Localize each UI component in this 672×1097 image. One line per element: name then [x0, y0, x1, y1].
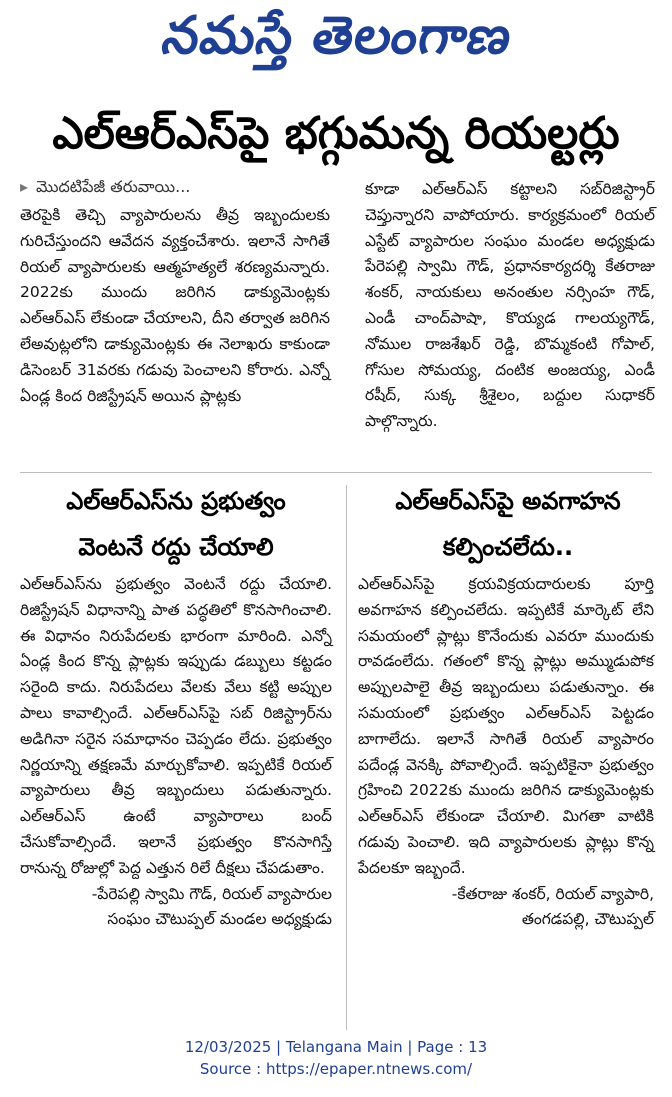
quote-heading-right	[358, 478, 658, 570]
section-divider-horizontal	[20, 472, 652, 473]
article-paragraph-left: తెరపైకి తెచ్చి వ్యాపారులను తీవ్ర ఇబ్బందులకు గురిచేస్తుందని ఆవేదన వ్యక్తంచేశారు. ఇలానే సాగితే రియల్‌ వ్యాపారులకు ఆత్మహత్యలే శరణ్యమన్నారు. 2022కు ముందు జరిగిన డాక్యుమెంట్లకు ఎల్‌ఆర్‌ఎస్‌ లేకుండా చేయాలని, దీని తర్వాత జరిగిన లేఅవుట్లలోని డాక్యుమెంట్లకు ఈ నెలాఖరు కాకుండా డిసెంబర్‌ 31వరకు గడువు పెంచాలని కోరారు. ఎన్నో ఏండ్ల కింద రిజిస్ట్రేషన్‌ అయిన ప్లాట్లకు	[20, 206, 330, 405]
quote-signature-left-line1: -పేరెపల్లి స్వామి గౌడ్‌, రియల్‌ వ్యాపారుల	[91, 884, 332, 903]
quote-heading-left-line2: వెంటనే రద్దు చేయాలి	[78, 533, 274, 561]
continued-text: మొదటిపేజీ తరువాయి...	[36, 177, 191, 196]
page-footer	[0, 1036, 672, 1080]
quote-text-left: ఎల్‌ఆర్‌ఎస్‌ను ప్రభుత్వం వెంటనే రద్దు చేయాలి. రిజిస్ట్రేషన్‌ విధానాన్ని పాత పద్ధతిలో కొనసాగించాలి. ఈ విధానం నిరుపేదలకు భారంగా మారింది. ఎన్నో ఏండ్ల కింద కొన్న ప్లాట్లకు ఇప్పుడు డబ్బులు కట్టడం సరైంది కాదు. నిరుపేదలు వేలకు వేలు కట్టి అప్పుల పాలు కావాల్సిందే. ఎల్‌ఆర్‌ఎస్‌పై సబ్‌ రిజిస్ట్రార్‌ను అడిగినా సరైన సమాధానం చెప్పడం లేదు. ప్రభుత్వం నిర్ణయాన్ని తక్షణమే మార్చుకోవాలి. ఇప్పటికే రియల్‌ వ్యాపారులు తీవ్ర ఇబ్బందులు పడుతున్నారు. ఎల్‌ఆర్‌ఎస్‌ ఉంటే వ్యాపారాలు బంద్‌ చేసుకోవాల్సిందే. ఇలానే ప్రభుత్వం కొనసాగిస్తే రానున్న రోజుల్లో పెద్ద ఎత్తున రిలే దీక్షలు చేపడుతాం.	[20, 575, 332, 877]
quote-body-right	[358, 572, 654, 933]
article-column-right	[365, 177, 655, 435]
quote-signature-right-line2: తంగడపల్లి, చౌటుప్పల్‌	[521, 910, 654, 929]
masthead-title: నమస్తే తెలంగాణ	[157, 6, 517, 66]
quote-body-left	[20, 572, 332, 933]
quote-signature-right-line1: -కేతరాజు శంకర్‌, రియల్‌ వ్యాపారి,	[451, 884, 654, 903]
footer-date-page: 12/03/2025 | Telangana Main | Page : 13	[184, 1038, 488, 1056]
article-paragraph-right: కూడా ఎల్‌ఆర్‌ఎస్‌ కట్టాలని సబ్‌రిజిస్ట్రార్‌ చెప్తున్నారని వాపోయారు. కార్యక్రమంలో రియల్‌ ఎస్టేట్‌ వ్యాపారుల సంఘం మండల అధ్యక్షుడు పేరెపల్లి స్వామి గౌడ్‌, ప్రధానకార్యదర్శి కేతరాజు శంకర్‌, నాయకులు అనంతుల నర్సింహ గౌడ్‌, ఎండీ చాంద్‌పాషా, కొయ్యడ గాలయ్యగౌడ్‌, నోముల రాజశేఖర్‌ రెడ్డి, బొమ్మకంటి గోపాల్‌, గోసుల సోమయ్య, దంటిక అంజయ్య, ఎండీ రషీద్‌, సుక్క శ్రీశైలం, బద్దుల సుధాకర్‌ పాల్గొన్నారు.	[365, 180, 655, 431]
article-column-left	[20, 203, 330, 409]
triangle-marker-icon: ▸	[20, 177, 29, 196]
newspaper-masthead	[0, 0, 672, 92]
quote-heading-right-line2: కల్పించలేదు..	[442, 533, 574, 561]
quote-heading-left-line1: ఎల్‌ఆర్‌ఎస్‌ను ప్రభుత్వం	[66, 487, 286, 515]
article-headline: ఎల్‌ఆర్‌ఎస్‌పై భగ్గుమన్న రియల్టర్లు	[52, 108, 620, 159]
footer-source-link[interactable]: Source : https://epaper.ntnews.com/	[199, 1060, 473, 1078]
continued-label	[20, 177, 190, 200]
quote-heading-left	[20, 478, 332, 570]
quote-heading-right-line1: ఎల్‌ఆర్‌ఎస్‌పై అవగాహన	[395, 487, 621, 515]
quote-text-right: ఎల్‌ఆర్‌ఎస్‌పై క్రయవిక్రయదారులకు పూర్తి అవగాహన కల్పించలేదు. ఇప్పటికే మార్కెట్‌ లేని సమయంలో ప్లాట్లు కొనేందుకు ఎవరూ ముందుకు రావడంలేదు. గతంలో కొన్న ప్లాట్లు అమ్ముడుపోక అప్పులపాలై తీవ్ర ఇబ్బందులు పడుతున్నాం. ఈ సమయంలో ప్రభుత్వం ఎల్‌ఆర్‌ఎస్‌ పెట్టడం బాగాలేదు. ఇలానే సాగితే రియల్‌ వ్యాపారం పదేండ్ల వెనక్కి పోవాల్సిందే. ఇప్పటికైనా ప్రభుత్వం గ్రహించి 2022కు ముందు జరిగిన డాక్యుమెంట్లకు ఎల్‌ఆర్‌ఎస్‌ లేకుండా చేయాలి. మిగతా వాటికి గడువు పెంచాలి. ఇది వ్యాపారులకు ప్లాట్లు కొన్న పేదలకూ ఇబ్బందే.	[358, 575, 654, 877]
section-divider-vertical	[346, 485, 347, 1030]
quote-signature-left-line2: సంఘం చౌటుప్పల్‌ మండల అధ్యక్షుడు	[107, 910, 332, 929]
